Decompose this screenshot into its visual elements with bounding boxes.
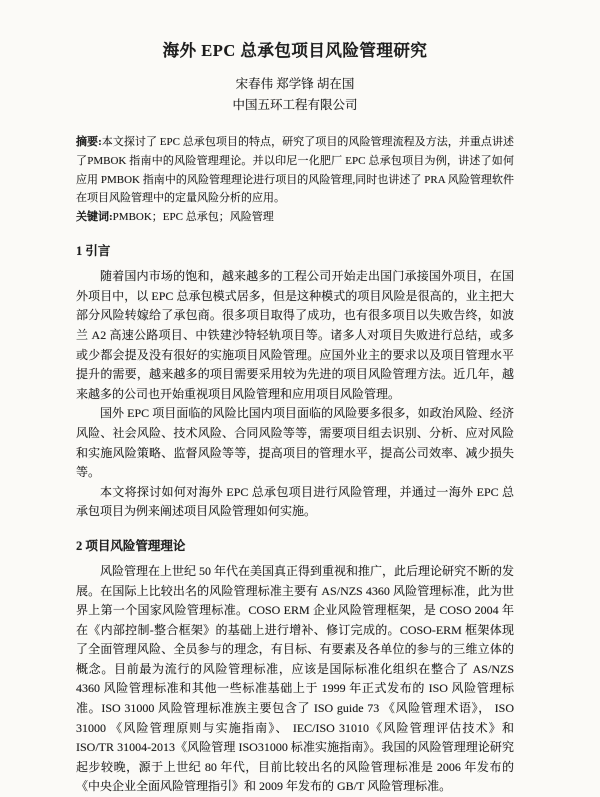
section-2-heading: 2 项目风险管理理论: [76, 538, 186, 553]
authors-line: 宋春伟 郑学锋 胡在国: [235, 77, 355, 91]
section-1-paragraph-3: 本文将探讨如何对海外 EPC 总承包项目进行风险管理，并通过一海外 EPC 总承包项目为例来阐述项目风险管理如何实施。: [76, 484, 514, 519]
paper-title: 海外 EPC 总承包项目风险管理研究: [162, 41, 428, 60]
abstract-block: [76, 133, 514, 208]
section-2-paragraph-1: 风险管理在上世纪 50 年代在美国真正得到重视和推广，此后理论研究不断的发展。在国际上比较出名的风险管理标准主要有 AS/NZS 4360 风险管理标准，此为世界上第一个国家风险管理标准。COSO ERM 企业风险管理框架，是 COSO 2004 年在《内部控制-整合框架》的基础上进行增补、修订完成的。COSO-ERM 框架体现了全面管理风险、全员参与的理念，有目标、有要素及各单位的参与的三维立体的概念。目前最为流行的风险管理标准，应该是国际标准化组织在整合了 AS/NZS 4360 风险管理标准和其他一些标准基础上于 1999 年正式发布的 ISO 风险管理标准。ISO 31000 风险管理标准族主要包含了 ISO guide 73 《风险管理术语》， ISO 31000 《风险管理原则与实施指南》、 IEC/ISO 31010《风险管理评估技术》和 ISO/TR 31004-2013《风险管理 ISO31000 标准实施指南》。我国的风险管理理论研究起步较晚，源于上世纪 80 年代，目前比较出名的风险管理标准是 2006 年发布的《中央企业全面风险管理指引》和 2009 年发布的 GB/T 风险管理标准。: [76, 563, 515, 794]
keywords-label: 关键词:: [76, 211, 113, 224]
section-1-paragraph-1: 随着国内市场的饱和，越来越多的工程公司开始走出国门承接国外项目，在国外项目中，以 EPC 总承包模式居多，但是这种模式的项目风险是很高的，业主把大部分风险转嫁给了承包商。很多项目取得了成功，也有很多项目以失败告终，如波兰 A2 高速公路项目、中铁建沙特轻轨项目等。诸多人对项目失败进行总结，或多或少都会提及没有很好的实施项目风险管理。应国外业主的要求以及项目管理水平提升的需要，越来越多的项目需要采用较为先进的项目风险管理方法。近几年，越来越多的公司也开始重视项目风险管理和应用项目风险管理。: [76, 269, 514, 401]
abstract-text: 本文探讨了 EPC 总承包项目的特点，研究了项目的风险管理流程及方法，并重点讲述了PMBOK 指南中的风险管理理论。并以印尼一化肥厂 EPC 总承包项目为例，讲述了如何应用 PMBOK 指南中的风险管理理论进行项目的风险管理,同时也讲述了 PRA 风险管理软件在项目风险管理中的定量风险分析的应用。: [76, 136, 514, 205]
affiliation-line: 中国五环工程有限公司: [232, 98, 358, 112]
section-1-heading: 1 引言: [76, 244, 111, 259]
keywords-block: [76, 208, 514, 227]
section-1-paragraph-2: 国外 EPC 项目面临的风险比国内项目面临的风险要多很多，如政治风险、经济风险、社会风险、技术风险、合同风险等等，需要项目组去识别、分析、应对风险和实施风险策略、监督风险等等，提高项目的管理水平，提高公司效率、减少损失等。: [76, 406, 514, 480]
abstract-label: 摘要:: [76, 136, 102, 148]
keywords-text: PMBOK；EPC 总承包；风险管理: [112, 211, 274, 224]
